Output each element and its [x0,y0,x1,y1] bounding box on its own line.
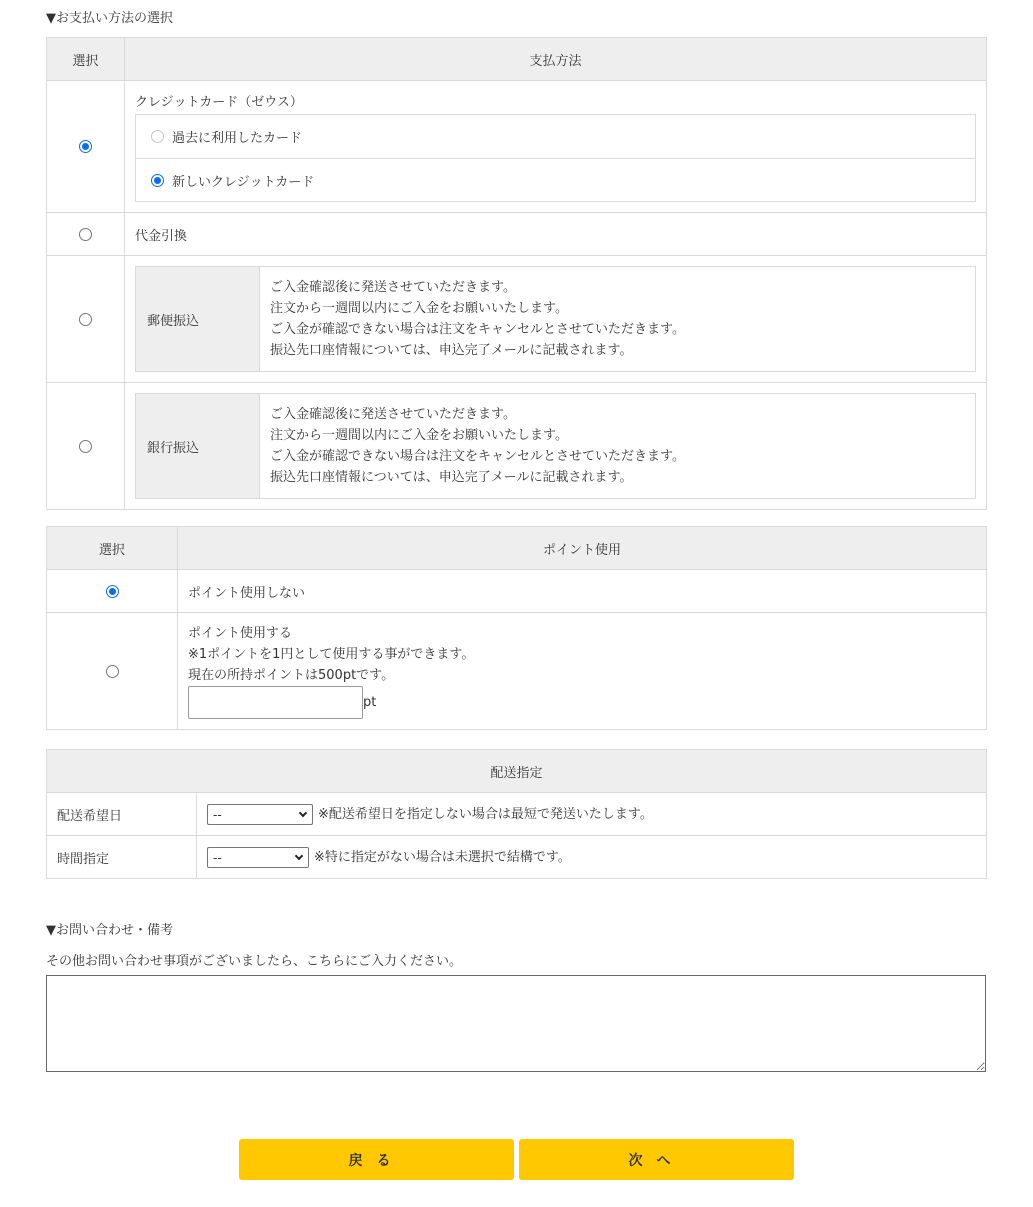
delivery-header: 配送指定 [47,750,987,793]
delivery-time-note: ※特に指定がない場合は未選択で結構です。 [314,850,571,865]
points-note-rate: ※1ポイントを1円として使用する事ができます。 [188,647,475,662]
bank-description [260,394,695,498]
points-header-use: ポイント使用 [178,527,987,570]
bank-line: 振込先口座情報については、申込完了メールに記載されます。 [270,470,633,485]
payment-header-select: 選択 [47,38,125,81]
delivery-date-select[interactable] [207,804,313,825]
payment-section-title: ▼お支払い方法の選択 [46,11,173,26]
payment-radio-postal[interactable] [79,313,92,326]
chevron-down-icon [299,808,307,816]
bank-info-box [135,393,976,499]
new-card-radio[interactable] [151,174,164,187]
new-card-label: 新しいクレジットカード [172,174,315,190]
credit-option-cell [125,81,987,213]
credit-radio-cell [47,81,125,213]
bank-line: ご入金が確認できない場合は注文をキャンセルとさせていただきます。 [270,449,685,464]
payment-radio-cod[interactable] [79,228,92,241]
payment-method-table [46,37,987,510]
points-use-radio[interactable] [106,665,119,678]
delivery-time-label: 時間指定 [47,836,197,879]
chevron-down-icon [295,851,303,859]
delivery-date-note: ※配送希望日を指定しない場合は最短で発送いたします。 [318,807,653,822]
points-table [46,526,987,730]
points-input[interactable] [188,686,363,719]
points-no-use-radio[interactable] [106,585,119,598]
postal-label: 郵便振込 [136,267,260,371]
cod-radio-cell [47,213,125,256]
inquiry-section-title: ▼お問い合わせ・備考 [46,923,173,938]
points-use-label: ポイント使用する [188,626,293,641]
bank-option-cell [125,383,987,510]
postal-option-cell [125,256,987,383]
bank-radio-cell [47,383,125,510]
next-button[interactable]: 次へ [519,1139,794,1180]
payment-radio-bank[interactable] [79,440,92,453]
bank-label: 銀行振込 [136,394,260,498]
points-use-radio-cell [47,613,178,730]
past-card-option[interactable] [136,115,975,158]
inquiry-textarea[interactable] [46,975,986,1072]
points-header-select: 選択 [47,527,178,570]
points-no-use-label: ポイント使用しない [178,570,987,613]
postal-line: ご入金が確認できない場合は注文をキャンセルとさせていただきます。 [270,322,685,337]
delivery-date-cell [197,793,987,836]
postal-description [260,267,695,371]
postal-line: ご入金確認後に発送させていただきます。 [270,280,516,295]
postal-info-box [135,266,976,372]
past-card-label: 過去に利用したカード [172,131,303,146]
inquiry-description: その他お問い合わせ事項がございましたら、こちらにご入力ください。 [46,954,463,969]
delivery-time-value: -- [213,850,222,865]
postal-line: 注文から一週間以内にご入金をお願いいたします。 [270,301,568,316]
delivery-time-select[interactable] [207,847,309,868]
payment-header-method: 支払方法 [125,38,987,81]
credit-card-label: クレジットカード（ゼウス） [135,95,303,110]
credit-card-options [135,114,976,202]
payment-radio-credit[interactable] [79,140,92,153]
delivery-table [46,749,987,879]
points-use-cell [178,613,987,730]
cod-label: 代金引換 [125,213,987,256]
points-note-balance: 現在の所持ポイントは500ptです。 [188,668,395,683]
delivery-date-value: -- [213,807,222,822]
bank-line: 注文から一週間以内にご入金をお願いいたします。 [270,428,568,443]
postal-radio-cell [47,256,125,383]
bank-line: ご入金確認後に発送させていただきます。 [270,407,516,422]
back-button[interactable]: 戻る [239,1139,514,1180]
postal-line: 振込先口座情報については、申込完了メールに記載されます。 [270,343,633,358]
delivery-time-cell [197,836,987,879]
delivery-date-label: 配送希望日 [47,793,197,836]
past-card-radio[interactable] [151,130,164,143]
points-no-use-radio-cell [47,570,178,613]
new-card-option[interactable] [136,158,975,201]
points-unit: pt [363,695,377,710]
